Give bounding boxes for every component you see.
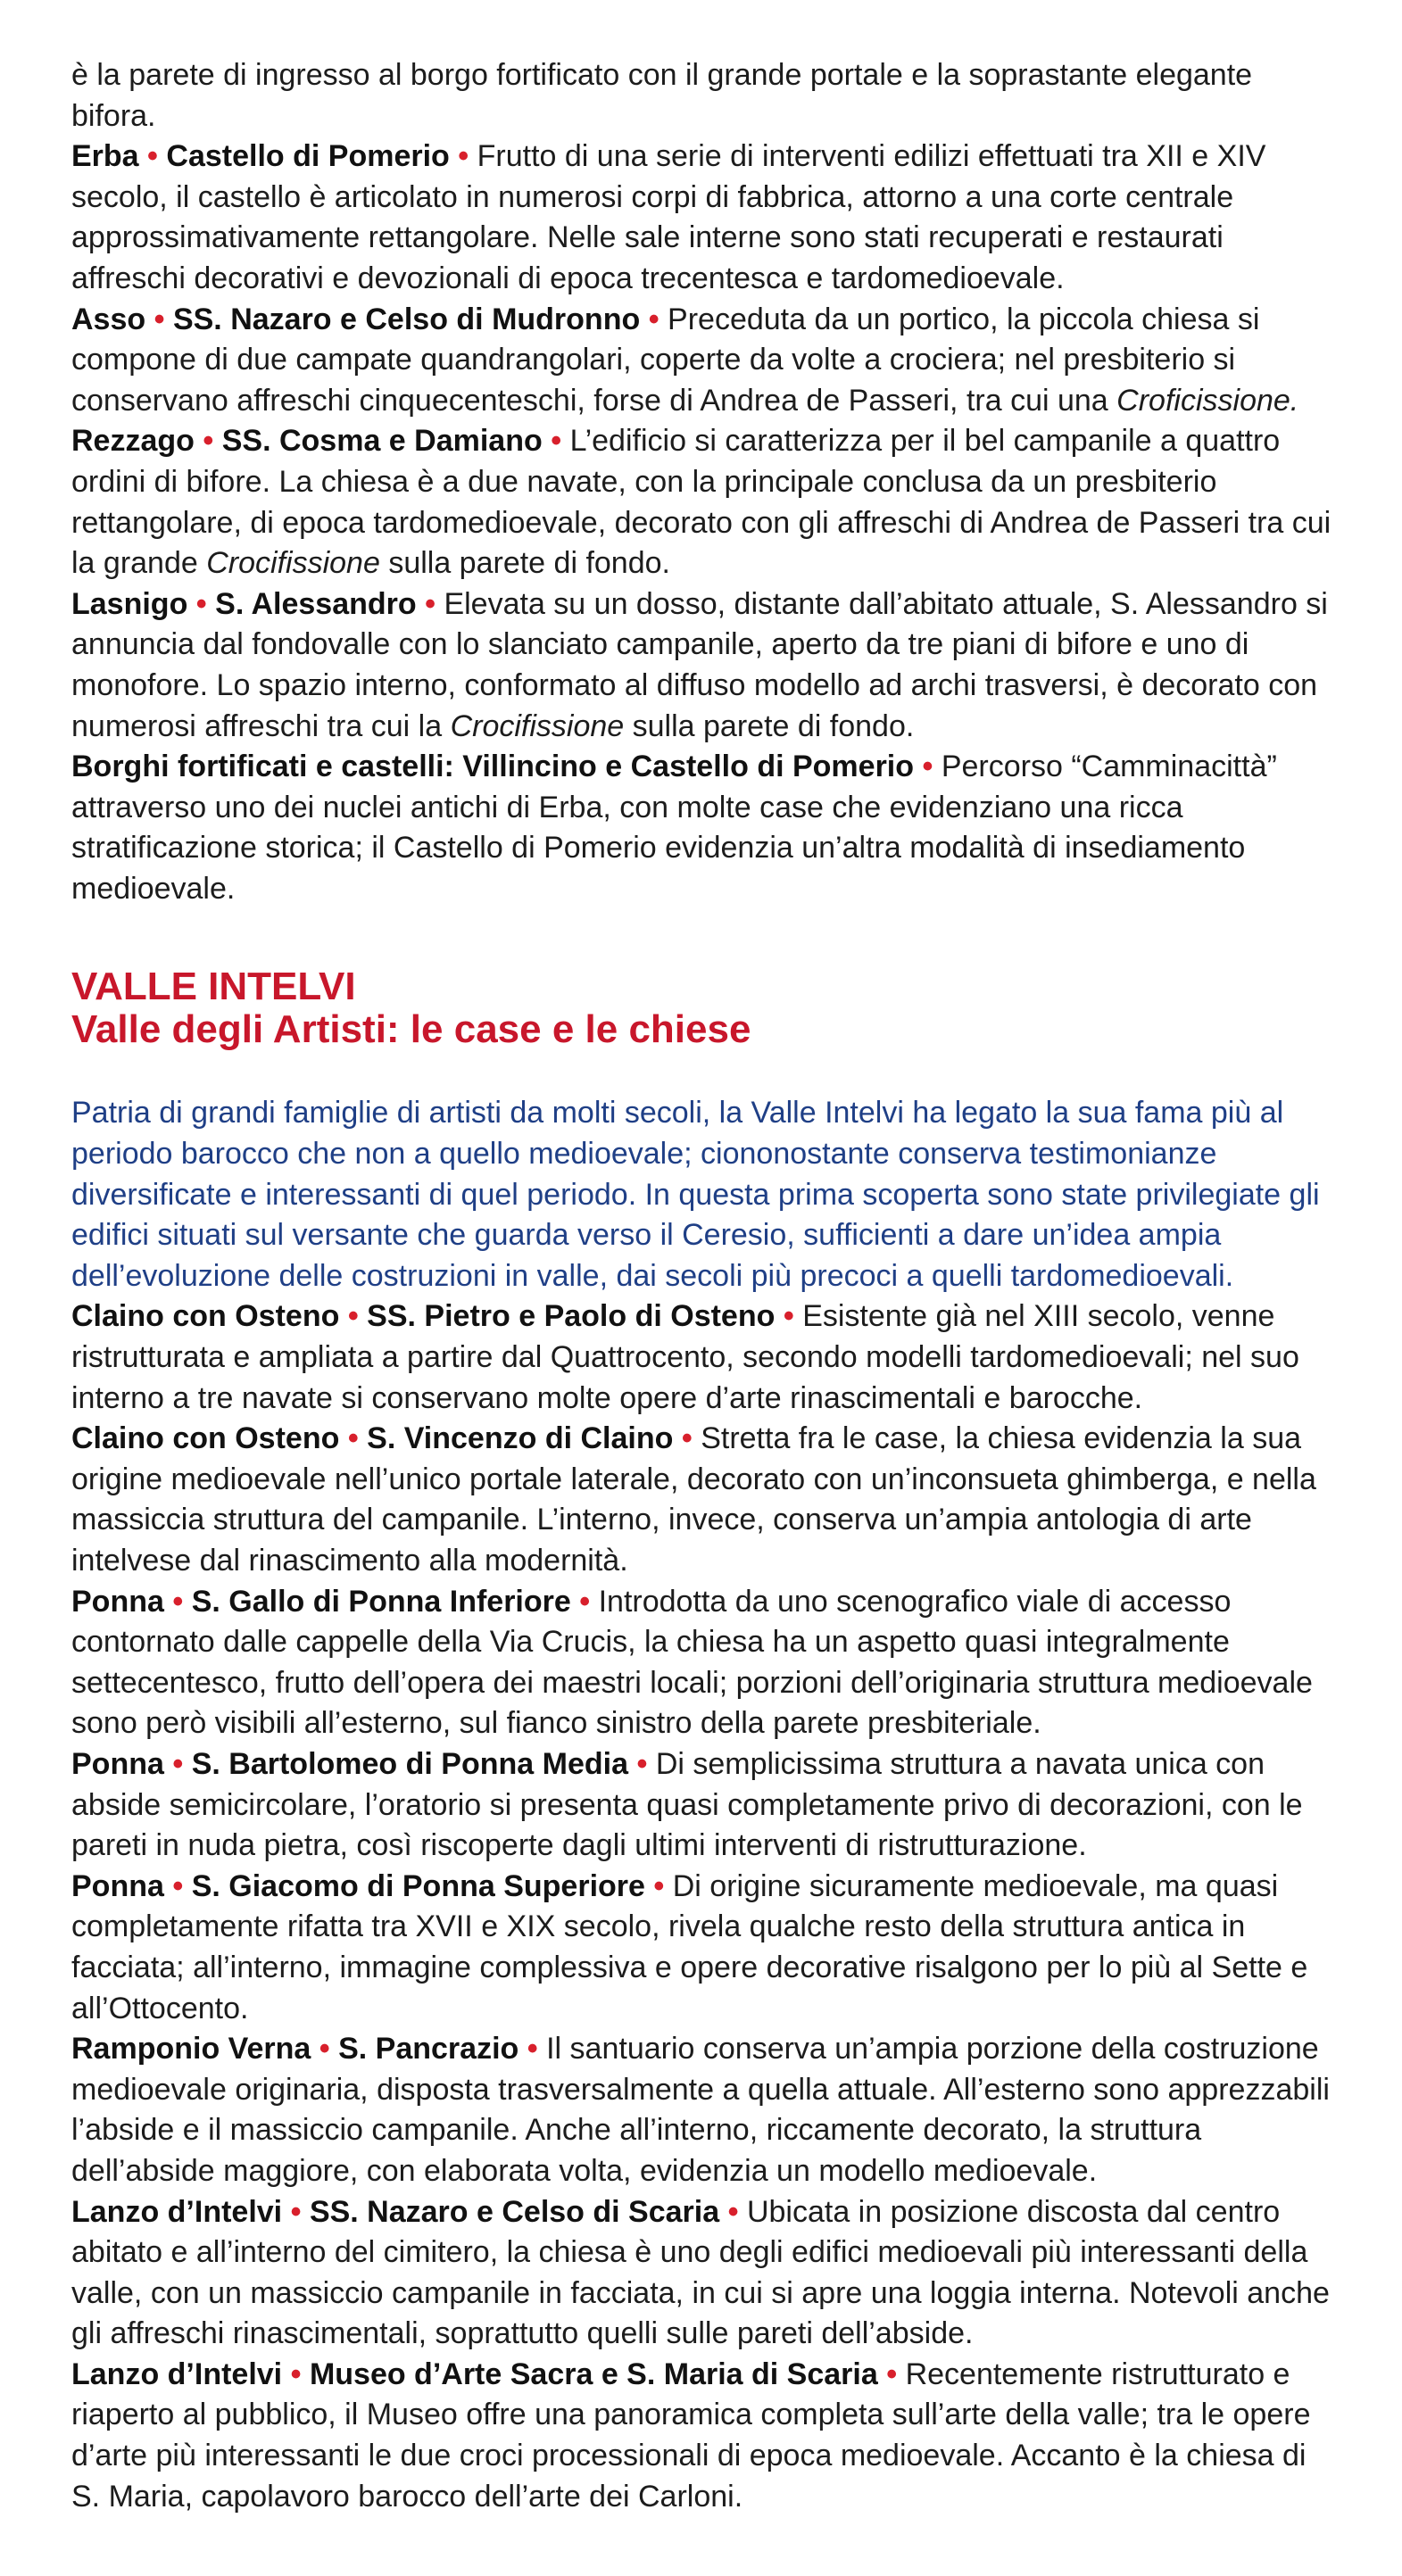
bullet: • xyxy=(527,2032,538,2067)
bullet: • xyxy=(290,2357,302,2391)
entry-text-after: sulla parete di fondo. xyxy=(388,546,670,581)
bullet: • xyxy=(195,586,207,621)
entry-site: Castello di Pomerio xyxy=(166,139,450,174)
entry-text: Stretta fra le case, la chiesa evidenzia la sua origine medioevale nell’unico portale laterale, decorato con un’inconsueta ghimberga, e nella massiccia struttura del campanile. L’interno, invece, conserva un’ampia antologia di arte intelvese dal rinascimento alla modernità. xyxy=(71,1421,1316,1578)
entry-site: S. Vincenzo di Claino xyxy=(367,1421,674,1456)
entry-text: L’edificio si caratterizza per il bel campanile a quattro ordini di bifore. La chiesa è a due navate, con la principale conclusa da un presbiterio rettangolare, di epoca tardomedioevale, decorato con gli affreschi di Andrea de Passeri tra cui la grande xyxy=(71,424,1331,581)
entry-borghi xyxy=(71,747,1340,909)
entry-lasnigo xyxy=(71,584,1340,747)
entry-erba xyxy=(71,137,1340,299)
entry-text: Frutto di una serie di interventi edilizi effettuati tra XII e XIV secolo, il castello è articolato in numerosi corpi di fabbrica, attorno a una corte centrale approssimativamente rettangolare. Nelle sale interne sono stati recuperati e restaurati affreschi decorativi e devozionali di epoca trecentesca e tardomedioevale. xyxy=(71,139,1266,295)
entry-place: Ponna xyxy=(71,1868,164,1903)
entry-text: Recentemente ristrutturato e riaperto al pubblico, il Museo offre una panoramica completa sull’arte della valle; tra le opere d’arte più interessanti le due croci processionali di epoca medioevale. Accanto è la chiesa di S. Maria, capolavoro barocco dell’arte dei Carloni. xyxy=(71,2357,1311,2514)
entry-site: SS. Nazaro e Celso di Mudronno xyxy=(172,302,641,336)
entry-text: Introdotta da uno scenografico viale di accesso contornato dalle cappelle della Via Crucis, la chiesa ha un aspetto quasi integralmente settecentesco, frutto dell’opera dei maestri locali; porzioni dell’originaria struttura medioevale sono però visibili all’esterno, sul fianco sinistro della parete presbiteriale. xyxy=(71,1584,1313,1741)
entry-text: Preceduta da un portico, la piccola chiesa si compone di due campate quandrangolari, coperte da volte a crociera; nel presbiterio si conservano affreschi cinquecenteschi, forse di Andrea de Passeri, tra cui una xyxy=(71,302,1260,418)
entry-place: Ponna xyxy=(71,1584,164,1619)
entry-place: Ponna xyxy=(71,1746,164,1781)
entry-text: Di semplicissima struttura a navata unica con abside semicircolare, l’oratorio si presenta quasi completamente privo di decorazioni, con le pareti in nuda pietra, così riscoperte dagli ultimi interventi di ristrutturazione. xyxy=(71,1746,1303,1863)
entry-place: Borghi fortificati e castelli: Villincino e Castello di Pomerio xyxy=(71,750,915,784)
continuation-paragraph: è la parete di ingresso al borgo fortificato con il grande portale e la soprastante elegante bifora. xyxy=(71,58,1253,133)
entry-item xyxy=(71,2355,1340,2517)
entry-site: S. Bartolomeo di Ponna Media xyxy=(191,1746,628,1781)
entry-place: Rezzago xyxy=(71,424,195,459)
entry-site: SS. Cosma e Damiano xyxy=(221,424,543,459)
entry-italic-title: Crocifissione xyxy=(450,708,625,743)
bullet: • xyxy=(551,424,562,459)
entry-text-after: sulla parete di fondo. xyxy=(632,708,915,743)
bullet: • xyxy=(347,1421,359,1456)
entry-place: Lanzo d’Intelvi xyxy=(71,2357,283,2391)
entry-place: Ramponio Verna xyxy=(71,2032,311,2067)
entry-text: Ubicata in posizione discosta dal centro abitato e all’interno del cimitero, la chiesa è uno degli edifici medioevali più interessanti della valle, con un massiccio campanile in facciata, in cui si apre una loggia interna. Notevoli anche gli affreschi rinascimentali, soprattutto quelli sulle pareti dell’abside. xyxy=(71,2194,1330,2351)
section-title: VALLE INTELVI xyxy=(71,965,356,1009)
bullet: • xyxy=(172,1868,184,1903)
section-subtitle: Valle degli Artisti: le case e le chiese xyxy=(71,1007,751,1052)
entry-item xyxy=(71,2192,1340,2355)
entry-text: Di origine sicuramente medioevale, ma quasi completamente rifatta tra XVII e XIX secolo, rivela qualche resto della struttura antica in facciata; all’interno, immagine complessiva e opere decorative risalgono per lo più al Sette e all’Ottocento. xyxy=(71,1868,1308,2025)
bullet: • xyxy=(425,586,436,621)
entry-text: Elevata su un dosso, distante dall’abitato attuale, S. Alessandro si annuncia dal fondovalle con lo slanciato campanile, aperto da tre piani di bifore e uno di monofore. Lo spazio interno, conformato al diffuso modello ad archi trasversi, è decorato con numerosi affreschi tra cui la xyxy=(71,586,1328,743)
entry-italic-title: Croficissione. xyxy=(1116,383,1299,418)
entry-item xyxy=(71,1744,1340,1867)
entry-site: SS. Pietro e Paolo di Osteno xyxy=(367,1299,776,1334)
bullet: • xyxy=(681,1421,693,1456)
entry-site: S. Giacomo di Ponna Superiore xyxy=(191,1868,645,1903)
entry-text: Il santuario conserva un’ampia porzione della costruzione medioevale originaria, disposta trasversalmente a quella attuale. All’esterno sono apprezzabili l’abside e il massiccio campanile. Anche all’interno, riccamente decorato, la struttura dell’abside maggiore, con elaborata volta, evidenzia un modello medioevale. xyxy=(71,2032,1330,2188)
entry-italic-title: Crocifissione xyxy=(206,546,380,581)
entry-item xyxy=(71,1296,1340,1419)
bullet: • xyxy=(153,302,165,336)
bullet: • xyxy=(290,2194,302,2229)
bullet: • xyxy=(203,424,214,459)
entry-asso xyxy=(71,300,1340,422)
entry-place: Asso xyxy=(71,302,146,336)
bullet: • xyxy=(458,139,469,174)
bullet: • xyxy=(922,750,933,784)
entry-site: S. Alessandro xyxy=(215,586,417,621)
entry-place: Claino con Osteno xyxy=(71,1421,340,1456)
entry-rezzago xyxy=(71,421,1340,584)
bullet: • xyxy=(648,302,660,336)
entry-place: Erba xyxy=(71,139,139,174)
bullet: • xyxy=(319,2032,330,2067)
bullet: • xyxy=(347,1299,359,1334)
entry-item xyxy=(71,1867,1340,2029)
section-intro: Patria di grandi famiglie di artisti da molti secoli, la Valle Intelvi ha legato la sua fama più al periodo barocco che non a quello medioevale; ciononostante conserva testimonianze diversificate e interessanti di quel periodo. In questa prima scoperta sono state privilegiate gli edifici situati sul versante che guarda verso il Ceresio, sufficienti a dare un’idea ampia dell’evoluzione delle costruzioni in valle, dai secoli più precoci a quelli tardomedioevali. xyxy=(71,1096,1320,1293)
bullet: • xyxy=(147,139,158,174)
entry-item xyxy=(71,1582,1340,1744)
bullet: • xyxy=(172,1584,184,1619)
bullet: • xyxy=(579,1584,591,1619)
entry-site: S. Gallo di Ponna Inferiore xyxy=(191,1584,571,1619)
entry-text: Esistente già nel XIII secolo, venne ristrutturata e ampliata a partire dal Quattrocento, secondo modelli tardomedioevali; nel suo interno a tre navate si conservano molte opere d’arte rinascimentali e barocche. xyxy=(71,1299,1299,1415)
bullet: • xyxy=(172,1746,184,1781)
entry-site: S. Pancrazio xyxy=(338,2032,519,2067)
entry-site: SS. Nazaro e Celso di Scaria xyxy=(309,2194,720,2229)
bullet: • xyxy=(783,1299,794,1334)
bullet: • xyxy=(636,1746,648,1781)
bullet: • xyxy=(653,1868,665,1903)
entry-site: Museo d’Arte Sacra e S. Maria di Scaria xyxy=(309,2357,878,2391)
entry-item xyxy=(71,1419,1340,1581)
entry-place: Lasnigo xyxy=(71,586,188,621)
entry-text: Percorso “Camminacittà” attraverso uno dei nuclei antichi di Erba, con molte case che evidenziano una ricca stratificazione storica; il Castello di Pomerio evidenzia un’altra modalità di insediamento medioevale. xyxy=(71,750,1277,906)
bullet: • xyxy=(886,2357,898,2391)
entry-place: Lanzo d’Intelvi xyxy=(71,2194,283,2229)
entry-place: Claino con Osteno xyxy=(71,1299,340,1334)
bullet: • xyxy=(727,2194,739,2229)
entry-item xyxy=(71,2029,1340,2191)
